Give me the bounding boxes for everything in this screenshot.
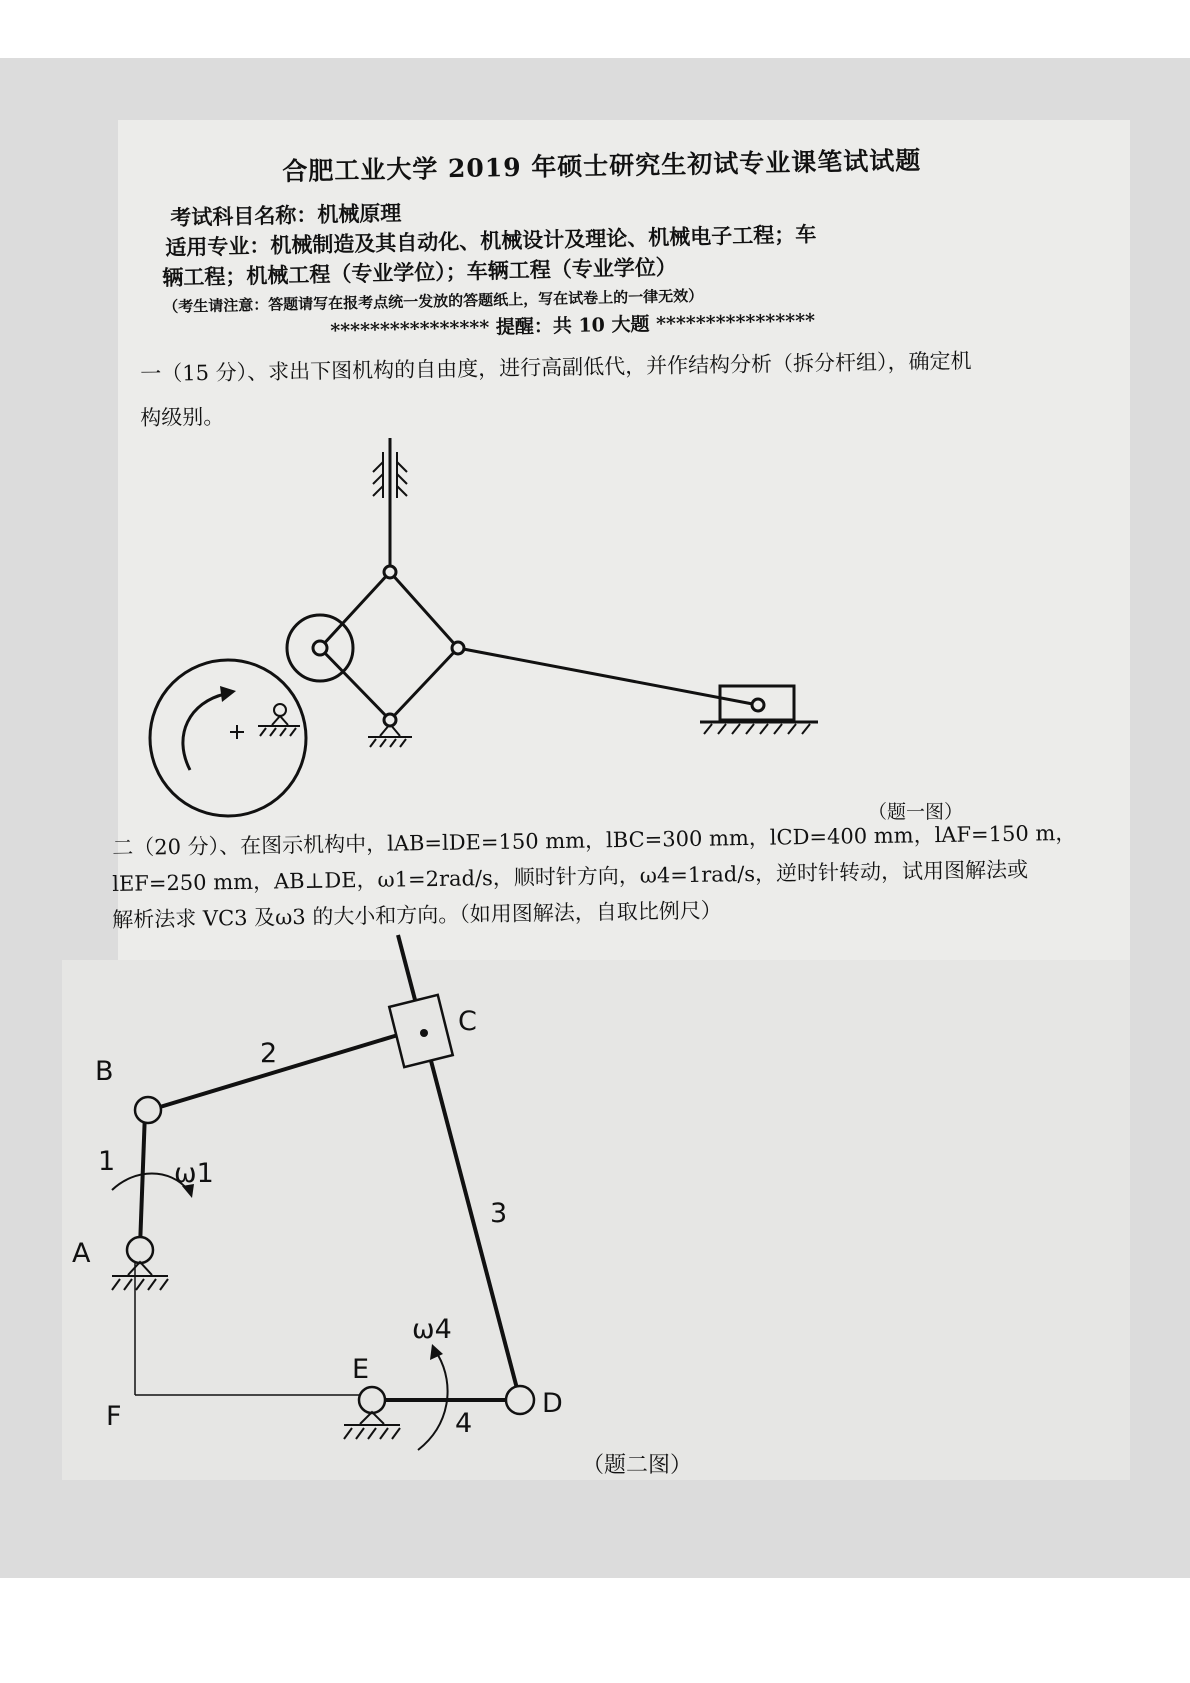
exam-subject: 考试科目名称：机械原理 [170,200,402,230]
fig2-omega4-arrow [418,1355,448,1450]
q2-text-line3: 解析法求 VC3 及ω3 的大小和方向。（如用图解法，自取比例尺） [112,898,722,932]
fig1-joint-right [452,642,464,654]
exam-notice: （考生请注意：答题请写在报考点统一发放的答题纸上，写在试卷上的一律无效） [163,286,704,316]
fig2-ground-a [112,1262,168,1290]
fig2-ground-e [344,1412,400,1439]
fig1-cam-pivot [258,704,300,736]
fig1-joint-bottom [384,714,396,726]
q1-text-line2: 构级别。 [140,404,225,430]
fig2-label-d: D [542,1388,563,1419]
fig2-link-1 [140,1112,145,1247]
fig1-rhombus-links [320,572,458,720]
fig1-slider-pin [752,699,764,711]
fig1-cam-rotation-arrow [183,694,225,770]
q2-text-line2: lEF=250 mm，AB⊥DE，ω1=2rad/s，顺时针方向，ω4=1rad/s，逆时针转动，试用图解法或 [112,857,1029,896]
q1-text-line1: 一（15 分）、求出下图机构的自由度，进行高副低代，并作结构分析（拆分杆组），确定机 [140,348,972,386]
fig1-cam [150,660,306,816]
fig2-label-link1: 1 [98,1146,116,1177]
fig1-connecting-rod [458,648,758,705]
fig2-joint-d [506,1386,534,1414]
exam-majors-line1: 适用专业：机械制造及其自动化、机械设计及理论、机械电子工程；车 [165,221,817,260]
fig2-label-b: B [95,1056,114,1087]
fig2-label-a: A [72,1238,91,1269]
exam-reminder: **************** 提醒：共 10 大题 **************** [330,309,816,342]
fig2-label-link3: 3 [490,1198,508,1229]
fig2-label-e: E [352,1354,370,1385]
exam-majors-line2: 辆工程；机械工程（专业学位）；车辆工程（专业学位） [162,254,677,290]
q2-text-line1: 二（20 分）、在图示机构中，lAB=lDE=150 mm，lBC=300 mm，lCD=400 mm，lAF=150 m， [112,820,1077,860]
fig2-label-omega1: ω1 [174,1158,214,1189]
fig1-roller-pin [313,641,327,655]
fig2-label-omega4: ω4 [412,1314,452,1345]
q1-caption: （题一图） [868,801,964,823]
q2-caption: （题二图） [582,1453,693,1478]
fig2-joint-e [359,1387,385,1413]
figure-1 [150,438,818,816]
fig2-joint-a [127,1237,153,1263]
fig2-label-link4: 4 [455,1408,473,1439]
fig2-label-f: F [106,1401,122,1432]
exam-title: 合肥工业大学 2019 年硕士研究生初试专业课笔试试题 [282,145,922,186]
fig2-label-c: C [458,1006,477,1037]
fig1-ground-hatch [704,724,810,734]
fig2-label-link2: 2 [260,1038,278,1069]
fig1-joint-top [384,566,396,578]
fig2-joint-b [135,1097,161,1123]
